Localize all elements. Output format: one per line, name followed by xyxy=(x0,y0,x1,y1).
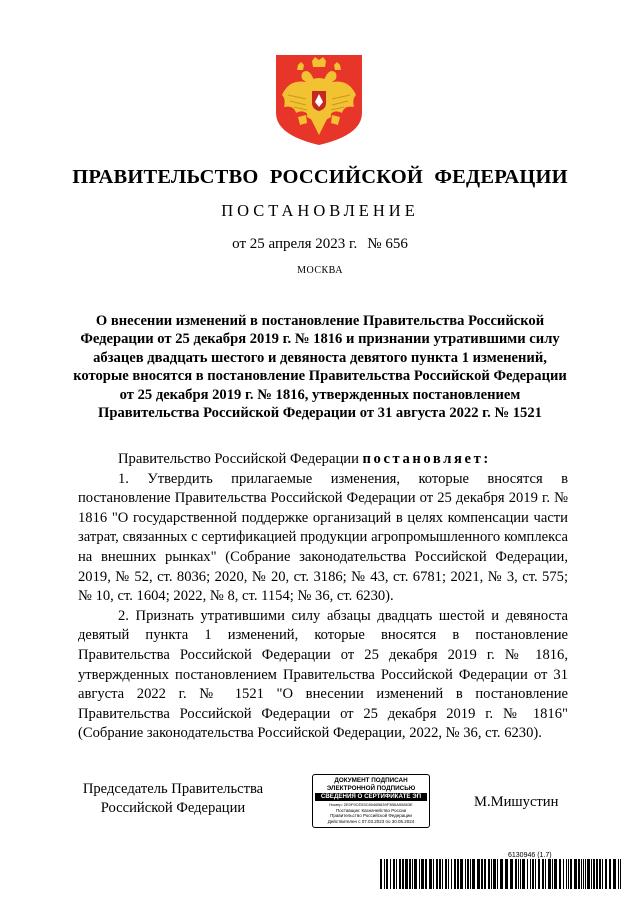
barcode xyxy=(380,859,623,889)
document-type: ПОСТАНОВЛЕНИЕ xyxy=(221,201,419,220)
signer-position xyxy=(78,780,268,817)
intro-paragraph xyxy=(78,450,568,470)
stamp-issuer: Поставщик: Казначейство России xyxy=(335,807,407,813)
document-date: от 25 апреля 2023 г. xyxy=(232,236,358,252)
intro-action: постановляет: xyxy=(362,451,491,467)
item-1: 1. Утвердить прилагаемые изменения, которые вносятся в постановление Правительства Российской Федерации от 25 декабря 2019 г. № 1816 "О государственной поддержке организаций в целях компенсации части затрат, связанных с сертификацией продукции агропромышленного комплекса на внешних рынках" (Собрание законодательства Российской Федерации, 2019, № 52, ст. 8036; 2020, № 20, ст. 3186; № 43, ст. 6781; 2021, № 3, ст. 575; № 10, ст. 1604; 2022, № 8, ст. 1154; № 36, ст. 6230). xyxy=(78,470,568,605)
document-number: № 656 xyxy=(367,236,408,252)
document-body xyxy=(78,450,568,744)
item-2: 2. Признать утратившими силу абзацы двадцать шестой и девяноста девятый пункта 1 изменений, которые вносятся в постановление Правительства Российской Федерации от 25 декабря 2019 г. № 1816, утвержденных постановлением Правительства Российской Федерации от 31 августа 2022 г. № 1521 "О внесении изменений в постановление Правительства Российской Федерации от 25 декабря 2019 г. № 1816" (Собрание законодательства Российской Федерации, 2022, № 36, ст. 6230). xyxy=(78,607,568,742)
organization-name: ПРАВИТЕЛЬСТВО РОССИЙСКОЙ ФЕДЕРАЦИИ xyxy=(72,166,568,188)
stamp-owner: Правительство Российской Федерации xyxy=(330,813,412,819)
document-title: О внесении изменений в постановление Правительства Российской Федерации от 25 декабря 2019 г. № 1816 и признании утратившими силу абзацев двадцать шестого и девяноста девятого пункта 1 изменений, которые вносятся в постановление Правительства Российской Федерации от 25 декабря 2019 г. № 1816, утвержденных постановлением Правительства Российской Федерации от 31 августа 2022 г. № 1521 xyxy=(73,313,567,422)
signer-position-line1: Председатель Правительства xyxy=(82,781,264,797)
stamp-cert-number: Номер: 2E0F9CE53C8046B639F3B6A55863E xyxy=(329,802,413,807)
electronic-signature-stamp xyxy=(312,774,430,828)
coat-of-arms-icon xyxy=(276,55,362,145)
document-date-line xyxy=(0,236,640,253)
stamp-line1: ДОКУМЕНТ ПОДПИСАН xyxy=(334,777,408,784)
stamp-validity: Действителен с 07.03.2023 по 30.05.2024 xyxy=(327,818,415,824)
intro-text: Правительство Российской Федерации xyxy=(118,451,359,467)
stamp-line2: ЭЛЕКТРОННОЙ ПОДПИСЬЮ xyxy=(326,784,416,792)
signer-position-line2: Российской Федерации xyxy=(100,799,246,816)
registration-number: 6130946 (1.7) xyxy=(508,852,552,859)
stamp-certificate-header: СВЕДЕНИЯ О СЕРТИФИКАТЕ ЭП xyxy=(315,793,427,801)
signer-name: М.Мишустин xyxy=(474,794,559,810)
document-city: МОСКВА xyxy=(297,265,343,276)
